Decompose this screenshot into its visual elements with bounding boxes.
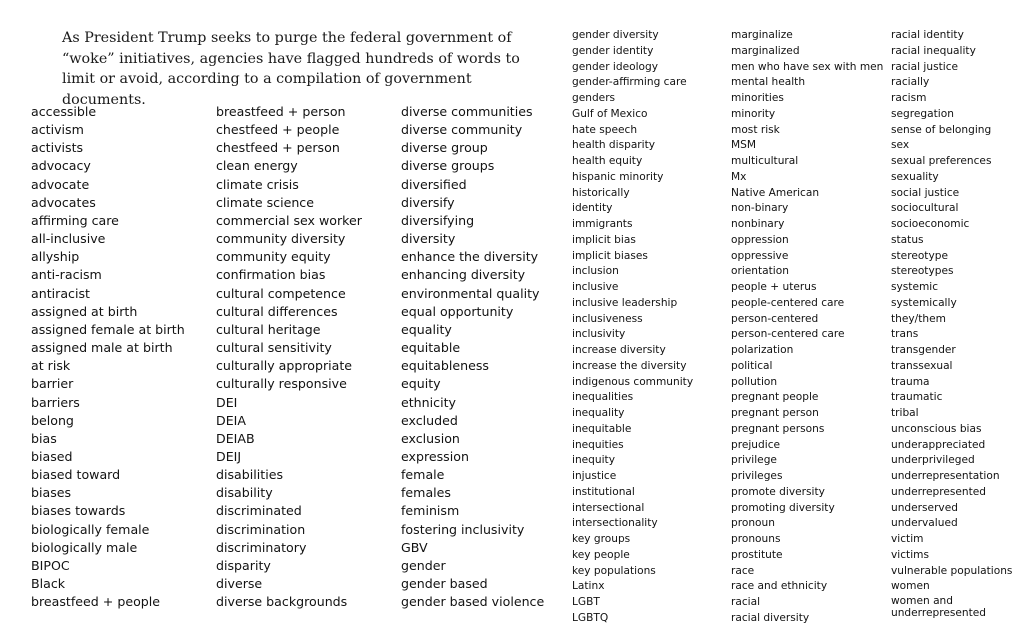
word-item: gender: [401, 557, 446, 573]
word-item: equal opportunity: [401, 303, 514, 319]
word-item: underprivileged: [891, 454, 975, 467]
word-column-3: [401, 103, 544, 611]
word-column-1: [31, 103, 185, 611]
word-item: MSM: [731, 139, 757, 152]
word-item: diversity: [401, 231, 456, 247]
word-item: discriminatory: [216, 539, 307, 555]
word-item: increase the diversity: [572, 359, 687, 372]
word-item: social justice: [891, 186, 960, 199]
word-item: equitableness: [401, 358, 489, 374]
word-item: polarization: [731, 344, 794, 356]
word-item: key groups: [572, 533, 631, 545]
word-item: diverse group: [401, 140, 488, 156]
word-item: marginalized: [731, 44, 800, 57]
word-item: climate science: [216, 194, 314, 210]
word-item: female: [401, 467, 445, 483]
word-item: enhance the diversity: [401, 249, 539, 265]
word-item: tribal: [891, 407, 919, 419]
word-item: Mx: [731, 170, 747, 183]
word-item: barriers: [31, 394, 80, 410]
word-item: men who have sex with men: [731, 60, 884, 73]
word-item: stereotype: [891, 249, 948, 262]
word-item: pronoun: [731, 517, 775, 530]
word-item: identity: [572, 202, 613, 215]
word-item: breastfeed + people: [31, 594, 161, 610]
word-item: systemic: [891, 281, 939, 293]
word-item: pregnant persons: [731, 422, 825, 435]
word-item: vulnerable populations: [891, 564, 1013, 577]
word-item: key people: [572, 548, 630, 561]
word-item: Gulf of Mexico: [572, 107, 648, 120]
word-item: inclusion: [572, 265, 619, 278]
word-item: status: [891, 233, 924, 246]
word-item: nonbinary: [731, 218, 785, 230]
word-item: most risk: [731, 123, 780, 136]
word-item: trauma: [891, 375, 930, 388]
word-item: assigned at birth: [31, 303, 138, 319]
word-item: ethnicity: [401, 394, 456, 410]
word-item: pronouns: [731, 533, 781, 545]
word-item: biases: [31, 485, 72, 501]
word-item: inequalities: [572, 391, 634, 404]
word-item: minorities: [731, 92, 784, 104]
word-item: minority: [731, 107, 776, 120]
word-item: sociocultural: [891, 202, 959, 215]
word-item: BIPOC: [31, 557, 70, 573]
word-item: institutional: [572, 485, 635, 498]
word-item: women and underrepresented: [891, 595, 986, 619]
word-item: affirming care: [31, 212, 119, 228]
word-item: assigned male at birth: [31, 340, 173, 356]
word-item: DEIA: [216, 412, 246, 428]
word-item: socioeconomic: [891, 218, 970, 230]
word-item: hate speech: [572, 123, 638, 136]
word-item: genders: [572, 92, 616, 104]
word-item: underrepresented: [891, 485, 986, 498]
word-item: biologically female: [31, 521, 150, 537]
word-item: person-centered care: [731, 328, 845, 341]
word-item: diversified: [401, 176, 467, 192]
word-item: biased toward: [31, 467, 121, 483]
word-item: pollution: [731, 375, 778, 388]
word-column-6: [891, 28, 1012, 619]
word-item: immigrants: [572, 218, 633, 230]
word-item: racial: [731, 596, 761, 608]
word-item: trans: [891, 328, 919, 341]
word-item: discriminated: [216, 503, 302, 519]
word-item: equality: [401, 321, 452, 337]
word-item: unconscious bias: [891, 422, 982, 435]
word-item: marginalize: [731, 29, 793, 41]
word-item: racism: [891, 92, 927, 104]
word-item: inclusiveness: [572, 312, 643, 325]
word-item: chestfeed + person: [216, 140, 340, 156]
word-item: oppressive: [731, 249, 789, 262]
word-item: inequities: [572, 438, 624, 451]
word-item: historically: [572, 186, 630, 199]
word-item: enhancing diversity: [401, 267, 526, 283]
word-item: Black: [31, 576, 66, 592]
word-item: sexuality: [891, 170, 939, 183]
word-item: culturally appropriate: [216, 358, 353, 374]
word-item: people-centered care: [731, 296, 845, 309]
word-item: DEI: [216, 394, 238, 410]
word-item: hispanic minority: [572, 170, 664, 183]
word-item: undervalued: [891, 517, 958, 530]
word-item: racial justice: [891, 60, 959, 73]
word-item: racial identity: [891, 29, 964, 41]
word-item: community equity: [216, 249, 331, 265]
word-item: assigned female at birth: [31, 321, 185, 337]
word-item: diverse: [216, 576, 263, 592]
word-item: implicit bias: [572, 233, 636, 246]
word-item: political: [731, 359, 773, 372]
word-item: disability: [216, 485, 273, 501]
word-item: clean energy: [216, 158, 298, 174]
word-item: segregation: [891, 107, 954, 120]
word-item: pregnant people: [731, 391, 819, 404]
word-item: victims: [891, 548, 929, 561]
word-item: diversifying: [401, 212, 475, 228]
word-column-4: [572, 28, 693, 627]
word-item: increase diversity: [572, 344, 666, 356]
word-item: diversify: [401, 194, 455, 210]
word-item: culturally responsive: [216, 376, 347, 392]
word-item: indigenous community: [572, 375, 694, 388]
word-item: diverse community: [401, 122, 523, 138]
word-item: inclusive leadership: [572, 296, 678, 309]
word-item: accessible: [31, 104, 97, 119]
word-item: injustice: [572, 470, 617, 482]
word-item: expression: [401, 448, 469, 464]
word-item: privileges: [731, 470, 783, 482]
word-item: sexual preferences: [891, 155, 992, 167]
word-item: race and ethnicity: [731, 580, 828, 593]
intro-paragraph: As President Trump seeks to purge the federal government of “woke” initiatives, agencies have flagged hundreds of words to limit or avoid, according to a compilation of government documents.: [62, 30, 520, 108]
word-item: key populations: [572, 564, 656, 577]
word-item: discrimination: [216, 521, 306, 537]
word-item: underrepresentation: [891, 470, 1000, 482]
word-item: antiracist: [31, 285, 90, 301]
word-item: intersectional: [572, 501, 645, 514]
word-column-5: [731, 28, 883, 627]
word-item: mental health: [731, 76, 806, 89]
word-item: inclusivity: [572, 328, 626, 341]
word-item: equity: [401, 376, 441, 392]
word-item: gender based: [401, 576, 488, 592]
word-item: stereotypes: [891, 265, 954, 278]
word-item: sense of belonging: [891, 123, 992, 136]
word-item: disparity: [216, 557, 271, 573]
word-item: transgender: [891, 344, 956, 356]
word-item: environmental quality: [401, 285, 540, 301]
word-item: underserved: [891, 501, 958, 514]
word-item: barrier: [31, 376, 74, 392]
word-item: bias: [31, 430, 57, 446]
word-item: gender ideology: [572, 60, 659, 73]
word-item: breastfeed + person: [216, 104, 346, 119]
word-item: cultural sensitivity: [216, 340, 332, 356]
word-item: biologically male: [31, 539, 138, 555]
word-item: intersectionality: [572, 517, 658, 530]
word-item: gender based violence: [401, 594, 545, 610]
word-item: traumatic: [891, 391, 943, 404]
word-item: transsexual: [891, 359, 953, 372]
word-item: racially: [891, 76, 930, 89]
word-item: anti-racism: [31, 267, 102, 283]
word-item: oppression: [731, 233, 789, 246]
word-item: feminism: [401, 503, 460, 519]
word-item: gender identity: [572, 44, 654, 57]
word-item: pregnant person: [731, 407, 819, 419]
word-item: females: [401, 485, 451, 501]
word-item: implicit biases: [572, 249, 648, 262]
word-item: at risk: [31, 358, 71, 374]
word-item: sex: [891, 139, 910, 152]
word-item: climate crisis: [216, 176, 299, 192]
word-item: orientation: [731, 265, 789, 278]
word-item: all-inclusive: [31, 231, 106, 247]
word-item: gender diversity: [572, 29, 659, 41]
word-item: GBV: [401, 539, 428, 555]
word-item: promoting diversity: [731, 501, 835, 514]
word-item: systemically: [891, 296, 957, 309]
word-item: cultural heritage: [216, 321, 321, 337]
word-item: person-centered: [731, 312, 819, 325]
word-item: underappreciated: [891, 438, 986, 451]
word-item: race: [731, 564, 755, 577]
word-item: DEIAB: [216, 430, 255, 446]
word-column-2: [216, 103, 362, 611]
word-item: promote diversity: [731, 485, 825, 498]
word-item: inequity: [572, 454, 615, 467]
word-item: advocacy: [31, 158, 91, 174]
word-item: prostitute: [731, 548, 783, 561]
word-item: commercial sex worker: [216, 212, 362, 228]
word-item: health disparity: [572, 139, 656, 152]
word-item: cultural competence: [216, 285, 346, 301]
word-item: prejudice: [731, 438, 781, 451]
word-item: belong: [31, 412, 74, 428]
word-item: chestfeed + people: [216, 122, 340, 138]
word-item: Latinx: [572, 580, 605, 593]
word-item: community diversity: [216, 231, 346, 247]
word-item: racial diversity: [731, 611, 810, 624]
word-item: DEIJ: [216, 448, 242, 464]
word-item: diverse communities: [401, 104, 533, 119]
word-item: advocates: [31, 194, 96, 210]
word-item: advocate: [31, 176, 90, 192]
word-item: activists: [31, 140, 84, 156]
word-item: confirmation bias: [216, 267, 326, 283]
word-item: people + uterus: [731, 281, 817, 293]
word-item: allyship: [31, 249, 80, 265]
word-item: biases towards: [31, 503, 126, 519]
word-item: disabilities: [216, 467, 284, 483]
word-item: biased: [31, 448, 73, 464]
word-item: cultural differences: [216, 303, 338, 319]
word-item: diverse groups: [401, 158, 495, 174]
word-item: activism: [31, 122, 84, 138]
word-item: inequality: [572, 407, 625, 419]
word-item: Native American: [731, 186, 820, 199]
word-item: multicultural: [731, 155, 799, 167]
word-item: exclusion: [401, 430, 460, 446]
word-item: inequitable: [572, 422, 632, 435]
word-item: LGBT: [572, 596, 600, 608]
word-item: equitable: [401, 340, 461, 356]
word-item: fostering inclusivity: [401, 521, 525, 537]
word-item: they/them: [891, 312, 946, 325]
word-item: excluded: [401, 412, 458, 428]
word-item: LGBTQ: [572, 611, 609, 624]
word-item: women: [891, 580, 930, 593]
word-item: health equity: [572, 155, 643, 167]
word-item: victim: [891, 533, 924, 545]
word-item: gender-affirming care: [572, 76, 687, 89]
word-item: inclusive: [572, 281, 619, 293]
word-item: privilege: [731, 454, 777, 467]
word-item: non-binary: [731, 202, 789, 215]
word-item: racial inequality: [891, 44, 976, 57]
word-item: diverse backgrounds: [216, 594, 348, 610]
